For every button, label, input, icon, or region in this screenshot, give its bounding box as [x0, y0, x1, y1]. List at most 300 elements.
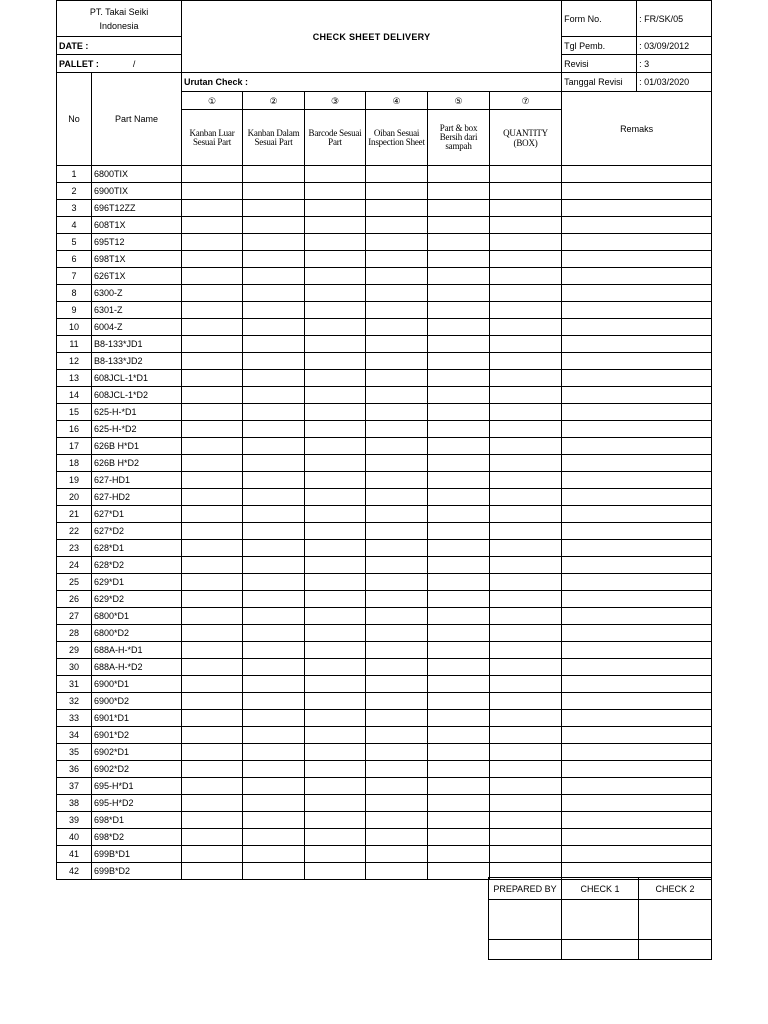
remarks-cell[interactable]: [562, 642, 712, 659]
check-cell[interactable]: [366, 846, 428, 863]
check-cell[interactable]: [243, 336, 305, 353]
check-cell[interactable]: [366, 608, 428, 625]
check-cell[interactable]: [366, 302, 428, 319]
check-cell[interactable]: [243, 285, 305, 302]
check-cell[interactable]: [490, 438, 562, 455]
check-cell[interactable]: [305, 557, 366, 574]
check-cell[interactable]: [366, 234, 428, 251]
check-cell[interactable]: [366, 472, 428, 489]
check-cell[interactable]: [305, 846, 366, 863]
check-cell[interactable]: [182, 625, 243, 642]
check2-signature[interactable]: [639, 900, 712, 940]
remarks-cell[interactable]: [562, 523, 712, 540]
remarks-cell[interactable]: [562, 336, 712, 353]
check-cell[interactable]: [182, 557, 243, 574]
check-cell[interactable]: [182, 642, 243, 659]
check-cell[interactable]: [182, 506, 243, 523]
check-cell[interactable]: [305, 659, 366, 676]
check-cell[interactable]: [366, 540, 428, 557]
check-cell[interactable]: [182, 370, 243, 387]
remarks-cell[interactable]: [562, 506, 712, 523]
check-cell[interactable]: [490, 285, 562, 302]
check-cell[interactable]: [243, 574, 305, 591]
check-cell[interactable]: [182, 727, 243, 744]
check-cell[interactable]: [243, 829, 305, 846]
check-cell[interactable]: [428, 387, 490, 404]
remarks-cell[interactable]: [562, 659, 712, 676]
check-cell[interactable]: [490, 506, 562, 523]
check-cell[interactable]: [428, 472, 490, 489]
check-cell[interactable]: [182, 404, 243, 421]
check-cell[interactable]: [366, 574, 428, 591]
check-cell[interactable]: [243, 863, 305, 880]
check-cell[interactable]: [182, 217, 243, 234]
check-cell[interactable]: [366, 829, 428, 846]
check-cell[interactable]: [243, 693, 305, 710]
remarks-cell[interactable]: [562, 200, 712, 217]
check-cell[interactable]: [305, 421, 366, 438]
check-cell[interactable]: [243, 591, 305, 608]
remarks-cell[interactable]: [562, 353, 712, 370]
check-cell[interactable]: [428, 608, 490, 625]
check-cell[interactable]: [243, 302, 305, 319]
check-cell[interactable]: [243, 778, 305, 795]
remarks-cell[interactable]: [562, 540, 712, 557]
check-cell[interactable]: [490, 370, 562, 387]
check-cell[interactable]: [428, 693, 490, 710]
check-cell[interactable]: [243, 812, 305, 829]
check-cell[interactable]: [243, 166, 305, 183]
check-cell[interactable]: [182, 608, 243, 625]
check-cell[interactable]: [428, 404, 490, 421]
check-cell[interactable]: [428, 778, 490, 795]
check-cell[interactable]: [366, 387, 428, 404]
check-cell[interactable]: [305, 591, 366, 608]
check-cell[interactable]: [366, 370, 428, 387]
check-cell[interactable]: [490, 693, 562, 710]
prepared-by-signature[interactable]: [489, 900, 562, 940]
check-cell[interactable]: [182, 183, 243, 200]
check-cell[interactable]: [490, 421, 562, 438]
check-cell[interactable]: [428, 744, 490, 761]
check-cell[interactable]: [428, 370, 490, 387]
check-cell[interactable]: [490, 302, 562, 319]
check-cell[interactable]: [182, 693, 243, 710]
check-cell[interactable]: [243, 625, 305, 642]
remarks-cell[interactable]: [562, 710, 712, 727]
check-cell[interactable]: [366, 676, 428, 693]
check-cell[interactable]: [243, 183, 305, 200]
check-cell[interactable]: [243, 676, 305, 693]
check-cell[interactable]: [182, 336, 243, 353]
check-cell[interactable]: [243, 472, 305, 489]
remarks-cell[interactable]: [562, 268, 712, 285]
check-cell[interactable]: [490, 608, 562, 625]
check-cell[interactable]: [182, 489, 243, 506]
remarks-cell[interactable]: [562, 251, 712, 268]
remarks-cell[interactable]: [562, 625, 712, 642]
check-cell[interactable]: [490, 795, 562, 812]
check-cell[interactable]: [428, 710, 490, 727]
check-cell[interactable]: [182, 455, 243, 472]
check-cell[interactable]: [182, 268, 243, 285]
check-cell[interactable]: [366, 591, 428, 608]
check-cell[interactable]: [366, 710, 428, 727]
check-cell[interactable]: [305, 370, 366, 387]
check-cell[interactable]: [182, 863, 243, 880]
check-cell[interactable]: [490, 404, 562, 421]
check-cell[interactable]: [305, 217, 366, 234]
check-cell[interactable]: [490, 846, 562, 863]
check-cell[interactable]: [305, 506, 366, 523]
check-cell[interactable]: [305, 319, 366, 336]
check-cell[interactable]: [182, 472, 243, 489]
remarks-cell[interactable]: [562, 795, 712, 812]
check-cell[interactable]: [490, 183, 562, 200]
check-cell[interactable]: [182, 523, 243, 540]
check-cell[interactable]: [243, 795, 305, 812]
check-cell[interactable]: [243, 523, 305, 540]
check-cell[interactable]: [490, 319, 562, 336]
check-cell[interactable]: [366, 353, 428, 370]
check-cell[interactable]: [366, 506, 428, 523]
check-cell[interactable]: [305, 676, 366, 693]
check-cell[interactable]: [366, 421, 428, 438]
remarks-cell[interactable]: [562, 557, 712, 574]
check-cell[interactable]: [243, 710, 305, 727]
check-cell[interactable]: [428, 200, 490, 217]
check-cell[interactable]: [428, 557, 490, 574]
check-cell[interactable]: [182, 421, 243, 438]
check-cell[interactable]: [428, 846, 490, 863]
check-cell[interactable]: [182, 795, 243, 812]
check-cell[interactable]: [305, 387, 366, 404]
remarks-cell[interactable]: [562, 166, 712, 183]
check-cell[interactable]: [305, 455, 366, 472]
check-cell[interactable]: [490, 625, 562, 642]
check1-signature[interactable]: [562, 900, 639, 940]
check-cell[interactable]: [428, 727, 490, 744]
check-cell[interactable]: [305, 710, 366, 727]
remarks-cell[interactable]: [562, 302, 712, 319]
check-cell[interactable]: [366, 812, 428, 829]
check-cell[interactable]: [305, 183, 366, 200]
check-cell[interactable]: [305, 829, 366, 846]
check-cell[interactable]: [428, 795, 490, 812]
check-cell[interactable]: [305, 693, 366, 710]
check-cell[interactable]: [490, 812, 562, 829]
check-cell[interactable]: [490, 455, 562, 472]
remarks-cell[interactable]: [562, 387, 712, 404]
check-cell[interactable]: [428, 659, 490, 676]
check-cell[interactable]: [490, 574, 562, 591]
check-cell[interactable]: [490, 234, 562, 251]
check-cell[interactable]: [182, 744, 243, 761]
check-cell[interactable]: [490, 761, 562, 778]
check-cell[interactable]: [366, 285, 428, 302]
check-cell[interactable]: [243, 353, 305, 370]
check-cell[interactable]: [366, 761, 428, 778]
check-cell[interactable]: [182, 285, 243, 302]
check-cell[interactable]: [428, 829, 490, 846]
check-cell[interactable]: [428, 183, 490, 200]
check-cell[interactable]: [182, 251, 243, 268]
check-cell[interactable]: [243, 540, 305, 557]
check-cell[interactable]: [305, 268, 366, 285]
check-cell[interactable]: [243, 557, 305, 574]
check-cell[interactable]: [366, 744, 428, 761]
check-cell[interactable]: [243, 200, 305, 217]
check-cell[interactable]: [243, 217, 305, 234]
check-cell[interactable]: [305, 251, 366, 268]
check-cell[interactable]: [428, 268, 490, 285]
remarks-cell[interactable]: [562, 455, 712, 472]
check-cell[interactable]: [428, 319, 490, 336]
check-cell[interactable]: [428, 234, 490, 251]
remarks-cell[interactable]: [562, 693, 712, 710]
remarks-cell[interactable]: [562, 778, 712, 795]
check-cell[interactable]: [182, 234, 243, 251]
check-cell[interactable]: [490, 710, 562, 727]
check-cell[interactable]: [305, 863, 366, 880]
check-cell[interactable]: [428, 574, 490, 591]
check-cell[interactable]: [490, 336, 562, 353]
check-cell[interactable]: [305, 302, 366, 319]
check-cell[interactable]: [428, 591, 490, 608]
check-cell[interactable]: [428, 761, 490, 778]
check-cell[interactable]: [366, 455, 428, 472]
check-cell[interactable]: [490, 472, 562, 489]
remarks-cell[interactable]: [562, 608, 712, 625]
check-cell[interactable]: [490, 727, 562, 744]
check-cell[interactable]: [428, 438, 490, 455]
check-cell[interactable]: [182, 591, 243, 608]
remarks-cell[interactable]: [562, 319, 712, 336]
check-cell[interactable]: [243, 421, 305, 438]
check-cell[interactable]: [182, 659, 243, 676]
check-cell[interactable]: [305, 744, 366, 761]
remarks-cell[interactable]: [562, 285, 712, 302]
check-cell[interactable]: [243, 234, 305, 251]
check-cell[interactable]: [305, 523, 366, 540]
check-cell[interactable]: [305, 812, 366, 829]
remarks-cell[interactable]: [562, 183, 712, 200]
check-cell[interactable]: [182, 200, 243, 217]
remarks-cell[interactable]: [562, 489, 712, 506]
check-cell[interactable]: [182, 387, 243, 404]
check2-name[interactable]: [639, 940, 712, 960]
check-cell[interactable]: [305, 438, 366, 455]
check-cell[interactable]: [305, 795, 366, 812]
check-cell[interactable]: [305, 625, 366, 642]
check-cell[interactable]: [490, 829, 562, 846]
check-cell[interactable]: [305, 200, 366, 217]
remarks-cell[interactable]: [562, 370, 712, 387]
check-cell[interactable]: [243, 506, 305, 523]
pallet-field[interactable]: [57, 55, 182, 73]
check-cell[interactable]: [182, 778, 243, 795]
check-cell[interactable]: [182, 710, 243, 727]
check-cell[interactable]: [428, 812, 490, 829]
check-cell[interactable]: [182, 676, 243, 693]
remarks-cell[interactable]: [562, 846, 712, 863]
check-cell[interactable]: [366, 489, 428, 506]
check-cell[interactable]: [366, 625, 428, 642]
check-cell[interactable]: [366, 251, 428, 268]
check-cell[interactable]: [428, 506, 490, 523]
check-cell[interactable]: [243, 387, 305, 404]
check-cell[interactable]: [428, 166, 490, 183]
check-cell[interactable]: [490, 166, 562, 183]
remarks-cell[interactable]: [562, 472, 712, 489]
check-cell[interactable]: [428, 676, 490, 693]
check-cell[interactable]: [428, 251, 490, 268]
remarks-cell[interactable]: [562, 438, 712, 455]
check-cell[interactable]: [428, 353, 490, 370]
check-cell[interactable]: [366, 268, 428, 285]
check-cell[interactable]: [366, 642, 428, 659]
check-cell[interactable]: [182, 761, 243, 778]
check-cell[interactable]: [305, 404, 366, 421]
check-cell[interactable]: [366, 319, 428, 336]
check-cell[interactable]: [305, 727, 366, 744]
check-cell[interactable]: [182, 319, 243, 336]
check-cell[interactable]: [490, 676, 562, 693]
check-cell[interactable]: [366, 863, 428, 880]
check-cell[interactable]: [490, 523, 562, 540]
check-cell[interactable]: [182, 846, 243, 863]
check-cell[interactable]: [428, 217, 490, 234]
check-cell[interactable]: [366, 557, 428, 574]
check-cell[interactable]: [490, 387, 562, 404]
check-cell[interactable]: [243, 251, 305, 268]
check-cell[interactable]: [490, 200, 562, 217]
check-cell[interactable]: [366, 727, 428, 744]
check-cell[interactable]: [428, 523, 490, 540]
check-cell[interactable]: [182, 353, 243, 370]
check-cell[interactable]: [490, 353, 562, 370]
check-cell[interactable]: [305, 761, 366, 778]
check-cell[interactable]: [305, 642, 366, 659]
check-cell[interactable]: [243, 846, 305, 863]
check-cell[interactable]: [366, 523, 428, 540]
check-cell[interactable]: [366, 404, 428, 421]
check-cell[interactable]: [366, 778, 428, 795]
remarks-cell[interactable]: [562, 761, 712, 778]
check-cell[interactable]: [366, 183, 428, 200]
remarks-cell[interactable]: [562, 591, 712, 608]
check-cell[interactable]: [305, 608, 366, 625]
check-cell[interactable]: [243, 659, 305, 676]
check-cell[interactable]: [305, 166, 366, 183]
check-cell[interactable]: [428, 421, 490, 438]
check-cell[interactable]: [182, 438, 243, 455]
date-field[interactable]: [57, 37, 182, 55]
check-cell[interactable]: [490, 540, 562, 557]
remarks-cell[interactable]: [562, 234, 712, 251]
check-cell[interactable]: [366, 166, 428, 183]
check-cell[interactable]: [428, 489, 490, 506]
check-cell[interactable]: [305, 234, 366, 251]
check-cell[interactable]: [366, 200, 428, 217]
check-cell[interactable]: [243, 642, 305, 659]
remarks-cell[interactable]: [562, 812, 712, 829]
remarks-cell[interactable]: [562, 829, 712, 846]
check-cell[interactable]: [243, 744, 305, 761]
check-cell[interactable]: [243, 370, 305, 387]
check-cell[interactable]: [490, 251, 562, 268]
check-cell[interactable]: [243, 761, 305, 778]
check-cell[interactable]: [366, 217, 428, 234]
check-cell[interactable]: [243, 455, 305, 472]
check-cell[interactable]: [243, 404, 305, 421]
check1-name[interactable]: [562, 940, 639, 960]
remarks-cell[interactable]: [562, 404, 712, 421]
check-cell[interactable]: [490, 557, 562, 574]
check-cell[interactable]: [182, 812, 243, 829]
check-cell[interactable]: [366, 438, 428, 455]
check-cell[interactable]: [428, 336, 490, 353]
prepared-by-name[interactable]: [489, 940, 562, 960]
check-cell[interactable]: [490, 268, 562, 285]
check-cell[interactable]: [305, 336, 366, 353]
check-cell[interactable]: [428, 455, 490, 472]
remarks-cell[interactable]: [562, 744, 712, 761]
check-cell[interactable]: [305, 574, 366, 591]
check-cell[interactable]: [305, 778, 366, 795]
check-cell[interactable]: [490, 744, 562, 761]
check-cell[interactable]: [243, 438, 305, 455]
check-cell[interactable]: [305, 353, 366, 370]
check-cell[interactable]: [490, 778, 562, 795]
check-cell[interactable]: [428, 540, 490, 557]
check-cell[interactable]: [182, 166, 243, 183]
check-cell[interactable]: [366, 659, 428, 676]
check-cell[interactable]: [305, 540, 366, 557]
check-cell[interactable]: [490, 591, 562, 608]
check-cell[interactable]: [366, 795, 428, 812]
remarks-cell[interactable]: [562, 217, 712, 234]
check-cell[interactable]: [428, 642, 490, 659]
remarks-cell[interactable]: [562, 727, 712, 744]
check-cell[interactable]: [182, 574, 243, 591]
check-cell[interactable]: [305, 285, 366, 302]
check-cell[interactable]: [490, 659, 562, 676]
remarks-cell[interactable]: [562, 676, 712, 693]
remarks-cell[interactable]: [562, 421, 712, 438]
check-cell[interactable]: [243, 319, 305, 336]
check-cell[interactable]: [182, 829, 243, 846]
check-cell[interactable]: [428, 625, 490, 642]
check-cell[interactable]: [305, 472, 366, 489]
remarks-cell[interactable]: [562, 574, 712, 591]
check-cell[interactable]: [182, 540, 243, 557]
check-cell[interactable]: [243, 727, 305, 744]
check-cell[interactable]: [243, 489, 305, 506]
check-cell[interactable]: [428, 302, 490, 319]
check-cell[interactable]: [490, 489, 562, 506]
check-cell[interactable]: [243, 608, 305, 625]
check-cell[interactable]: [428, 863, 490, 880]
check-cell[interactable]: [305, 489, 366, 506]
check-cell[interactable]: [243, 268, 305, 285]
check-cell[interactable]: [182, 302, 243, 319]
check-cell[interactable]: [366, 336, 428, 353]
check-cell[interactable]: [490, 217, 562, 234]
check-cell[interactable]: [490, 642, 562, 659]
check-cell[interactable]: [428, 285, 490, 302]
check-cell[interactable]: [366, 693, 428, 710]
